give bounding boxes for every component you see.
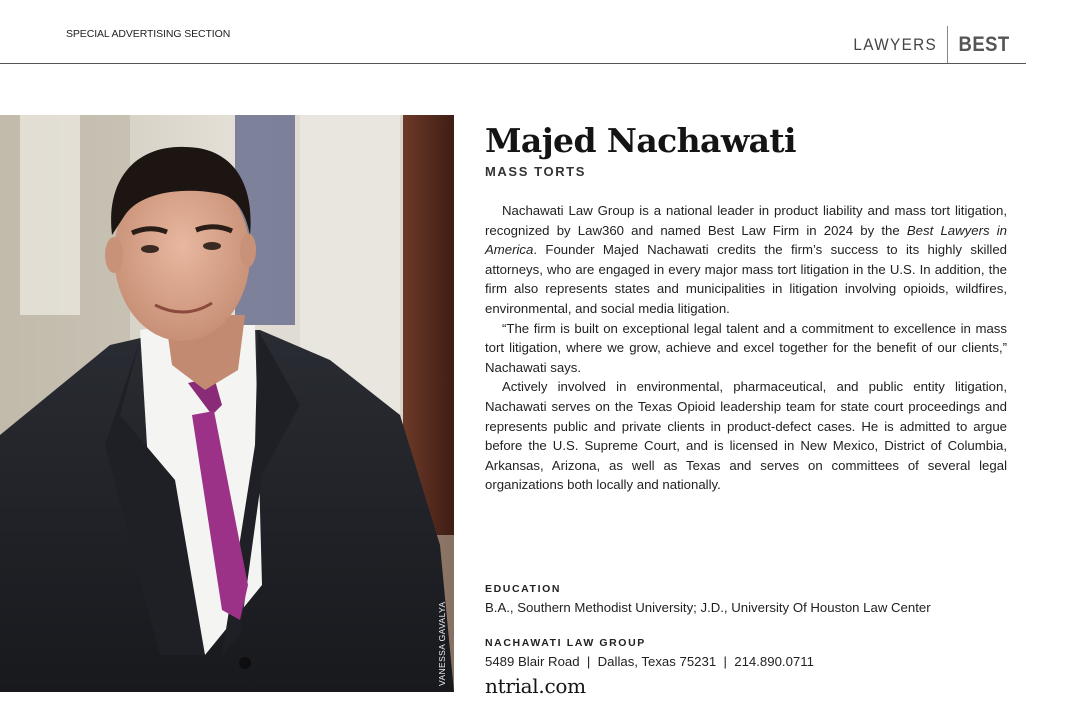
publication-title: Best Lawyers in America: [485, 222, 1008, 258]
bio-paragraph-2: “The firm is built on exceptional legal talent and a commitment to excellence in mass tort litigation, where we grow, achieve and excel together for the benefit of our clients,” Nachawati says.: [485, 320, 1007, 375]
logo-word-best: BEST: [958, 32, 1010, 56]
bio-paragraph-1: Nachawati Law Group is a national leader in product liability and mass tort litigation, recognized by Law360 and named Best Law Firm in 2024 by the Best Lawyers in America. Founder Majed Nachawati credits the firm’s success to its highly skilled attorneys, who are engaged in every major mass tort litigation in the U.S. In addition, the firm also represents states and municipalities in litigation involving opioids, wildfires, environmental, and social media litigation.: [485, 203, 1008, 316]
firm-website-link[interactable]: ntrial.com: [485, 674, 586, 698]
portrait-photo: [0, 115, 454, 692]
firm-address: 5489 Blair Road | Dallas, Texas 75231 | 214.890.0711: [485, 654, 814, 669]
firm-heading: NACHAWATI LAW GROUP: [485, 637, 646, 649]
section-label: SPECIAL ADVERTISING SECTION: [66, 28, 231, 40]
lawyer-name: Majed Nachawati: [485, 121, 796, 160]
education-text: B.A., Southern Methodist University; J.D., University Of Houston Law Center: [485, 600, 931, 615]
practice-area: MASS TORTS: [485, 164, 586, 179]
photo-credit: VANESSA GAVALYA: [437, 601, 447, 686]
portrait-illustration: [0, 115, 454, 692]
bio-text: [485, 201, 1007, 495]
header-rule: [0, 63, 1026, 64]
education-heading: EDUCATION: [485, 583, 562, 595]
bio-paragraph-3: Actively involved in environmental, pharmaceutical, and public entity litigation, Nachawati serves on the Texas Opioid leadership team for state court proceedings and represents public and private clients in product-defect cases. He is admitted to argue before the U.S. Supreme Court, and is licensed in New Mexico, District of Columbia, Arkansas, Arizona, as well as Texas and serves on committees of several legal organizations both locally and nationally.: [485, 379, 1007, 493]
best-lawyers-logo: [843, 26, 1018, 63]
logo-word-lawyers: LAWYERS: [853, 34, 938, 54]
